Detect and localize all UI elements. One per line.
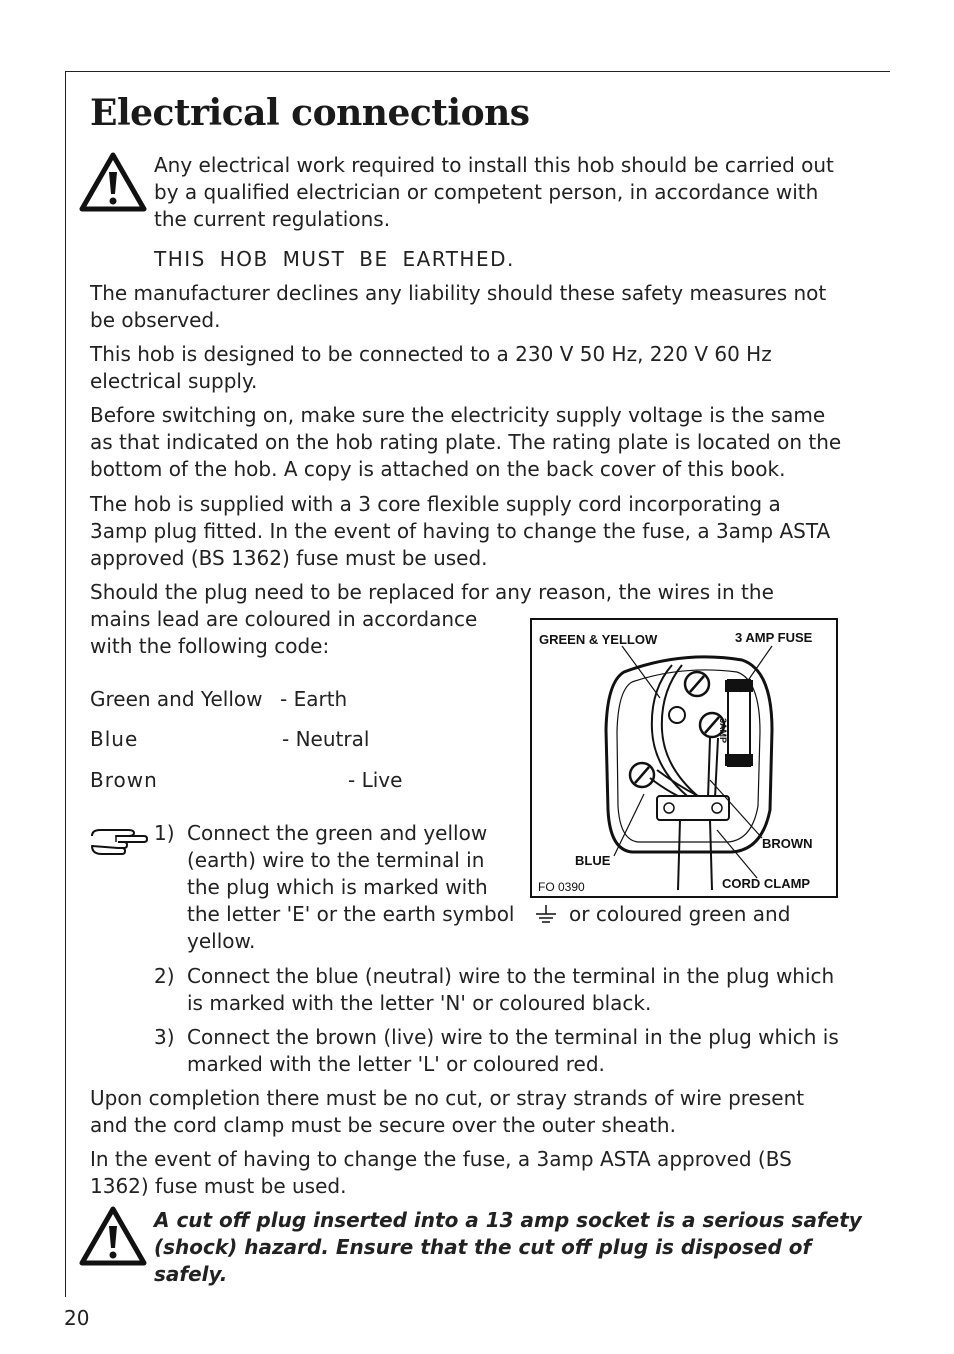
- step1-line: the plug which is marked with: [187, 875, 488, 899]
- colour-code-name: Brown: [90, 768, 158, 792]
- replace-line: with the following code:: [90, 634, 330, 658]
- cord-line: approved (BS 1362) fuse must be used.: [90, 546, 488, 570]
- step-number: 1): [154, 821, 175, 845]
- step1-line: yellow.: [187, 929, 256, 953]
- final-warning-line: (shock) hazard. Ensure that the cut off plug is disposed of: [154, 1235, 812, 1259]
- cord-line: 3amp plug fitted. In the event of having to change the fuse, a 3amp ASTA: [90, 519, 831, 543]
- voltage-line: as that indicated on the hob rating plate. The rating plate is located on the: [90, 430, 842, 454]
- step1-line: Connect the green and yellow: [187, 821, 488, 845]
- frame-left-rule: [65, 71, 66, 1297]
- label-fuse: 3 AMP FUSE: [735, 630, 813, 645]
- step3-line: marked with the letter 'L' or coloured red.: [187, 1052, 605, 1076]
- warning-triangle-icon: [79, 1206, 147, 1266]
- supply-line: electrical supply.: [90, 369, 258, 393]
- final-warning-line: safely.: [154, 1262, 228, 1286]
- fuse-note-line: 1362) fuse must be used.: [90, 1174, 347, 1198]
- frame-top-rule: [65, 71, 890, 72]
- label-brown: BROWN: [762, 836, 813, 851]
- replace-line: Should the plug need to be replaced for any reason, the wires in the: [90, 580, 774, 604]
- voltage-line: bottom of the hob. A copy is attached on the back cover of this book.: [90, 457, 786, 481]
- label-blue: BLUE: [575, 853, 611, 868]
- warning-line: by a qualified electrician or competent person, in accordance with: [154, 180, 819, 204]
- earthed-notice: THIS HOB MUST BE EARTHED.: [154, 247, 515, 271]
- colour-code-name: Green and Yellow: [90, 687, 263, 711]
- final-warning-line: A cut off plug inserted into a 13 amp socket is a serious safety: [154, 1208, 862, 1232]
- warning-triangle-icon: [79, 152, 147, 212]
- liability-line: be observed.: [90, 308, 221, 332]
- plug-wiring-diagram: [530, 618, 838, 898]
- completion-line: and the cord clamp must be secure over the outer sheath.: [90, 1113, 676, 1137]
- step1-line: the letter 'E' or the earth symbol: [187, 902, 515, 926]
- pointing-hand-icon: [88, 822, 148, 856]
- colour-code-meaning: - Neutral: [282, 727, 370, 751]
- step-number: 3): [154, 1025, 175, 1049]
- warning-line: the current regulations.: [154, 207, 391, 231]
- colour-code-meaning: - Live: [348, 768, 403, 792]
- fuse-note-line: In the event of having to change the fuse, a 3amp ASTA approved (BS: [90, 1147, 792, 1171]
- replace-line: mains lead are coloured in accordance: [90, 607, 478, 631]
- step2-line: is marked with the letter 'N' or coloured black.: [187, 991, 652, 1015]
- step3-line: Connect the brown (live) wire to the terminal in the plug which is: [187, 1025, 839, 1049]
- label-cord-clamp: CORD CLAMP: [722, 876, 811, 891]
- colour-code-name: Blue: [90, 727, 139, 751]
- label-green-yellow: GREEN & YELLOW: [539, 632, 658, 647]
- voltage-line: Before switching on, make sure the electricity supply voltage is the same: [90, 403, 826, 427]
- step1-line: (earth) wire to the terminal in: [187, 848, 485, 872]
- step2-line: Connect the blue (neutral) wire to the terminal in the plug which: [187, 964, 835, 988]
- label-fuse-body: 3AMP: [718, 718, 728, 744]
- completion-line: Upon completion there must be no cut, or stray strands of wire present: [90, 1086, 805, 1110]
- page-number: 20: [64, 1306, 90, 1330]
- page-title: Electrical connections: [90, 92, 530, 134]
- warning-line: Any electrical work required to install this hob should be carried out: [154, 153, 834, 177]
- liability-line: The manufacturer declines any liability should these safety measures not: [90, 281, 827, 305]
- diagram-code: FO 0390: [538, 880, 585, 894]
- supply-line: This hob is designed to be connected to a 230 V 50 Hz, 220 V 60 Hz: [90, 342, 772, 366]
- cord-line: The hob is supplied with a 3 core flexible supply cord incorporating a: [90, 492, 781, 516]
- step1-after-symbol: or coloured green and: [569, 902, 791, 926]
- colour-code-meaning: - Earth: [280, 687, 348, 711]
- earth-symbol-icon: [533, 903, 559, 927]
- step-number: 2): [154, 964, 175, 988]
